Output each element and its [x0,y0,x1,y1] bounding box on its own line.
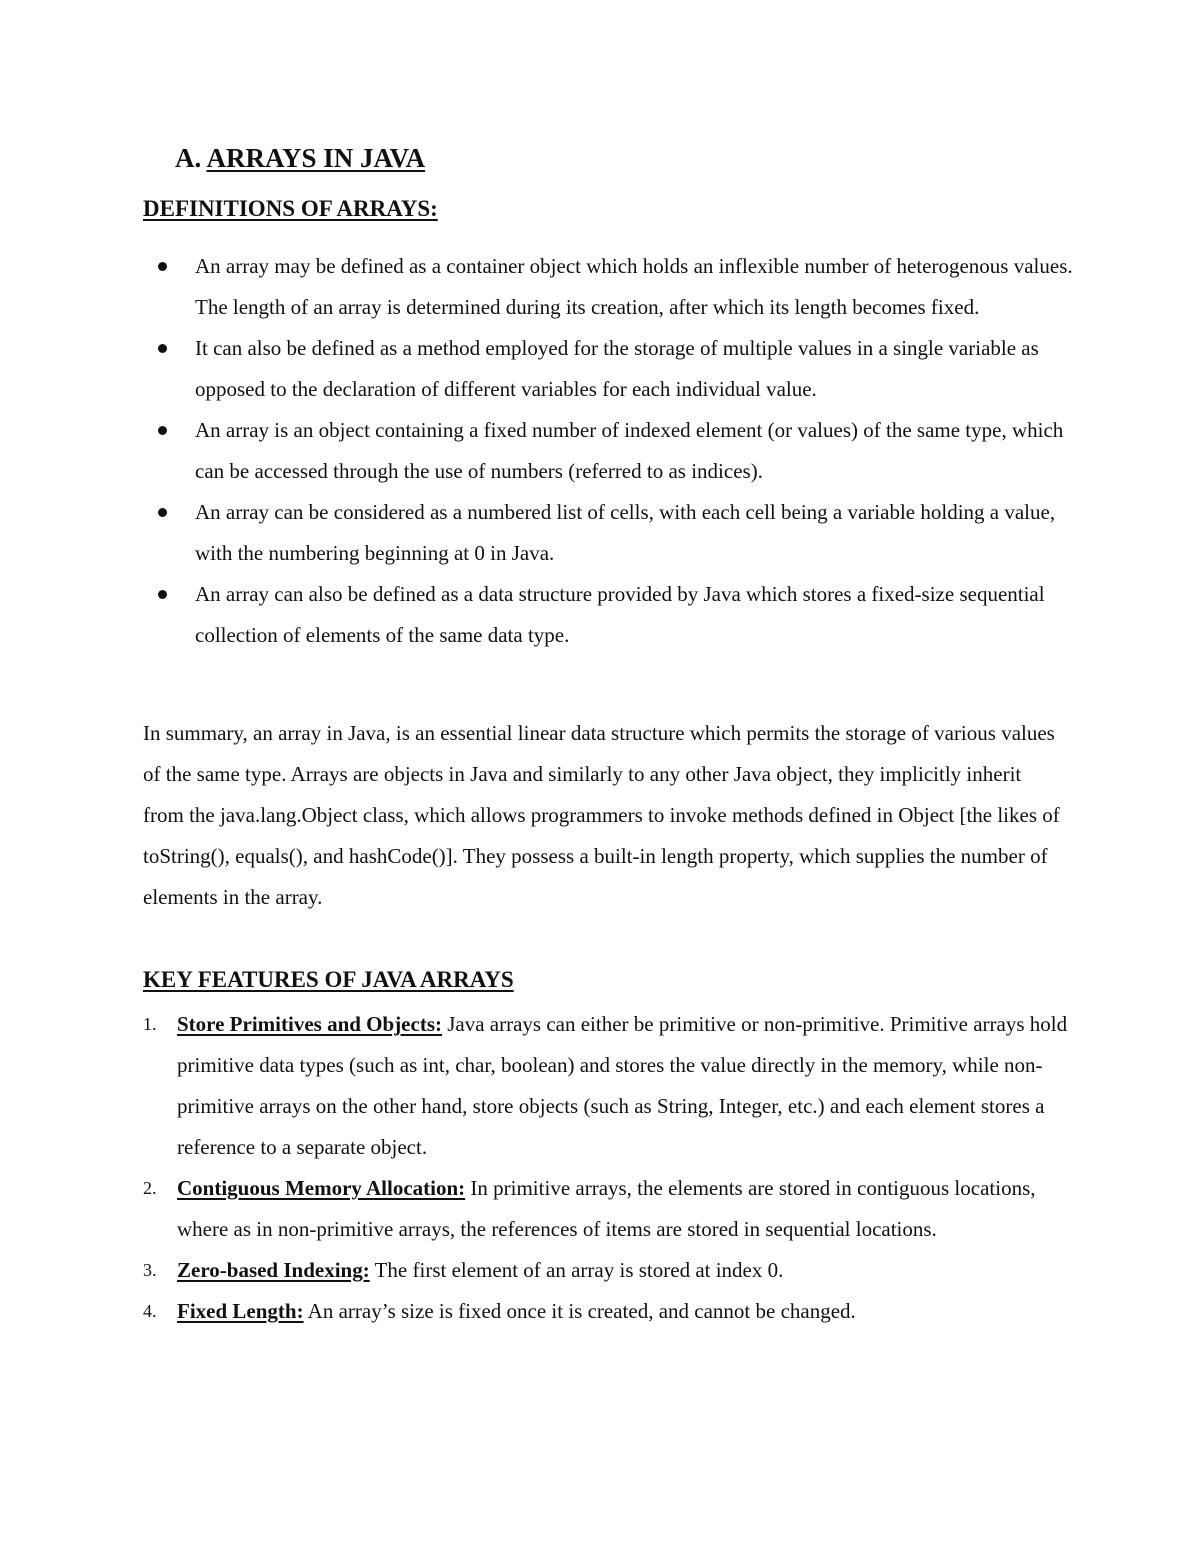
definition-text: An array is an object containing a fixed number of indexed element (or values) of the same type, which can be accessed through the use of numbers (referred to as indices). [195,418,1064,483]
feature-number: 3. [143,1260,157,1280]
definition-text: It can also be defined as a method employed for the storage of multiple values in a single variable as opposed to the declaration of different variables for each individual value. [195,336,1039,401]
definition-item [195,410,1075,492]
definition-text: An array can be considered as a numbered list of cells, with each cell being a variable holding a value, with the numbering beginning at 0 in Java. [195,500,1056,565]
page-title [175,140,425,176]
feature-text: In primitive arrays, the elements are stored in contiguous locations, where as in non-primitive arrays, the references of items are stored in sequential locations. [177,1176,1036,1241]
feature-number: 4. [143,1301,157,1321]
feature-item [143,1168,1077,1250]
feature-number: 1. [143,1014,157,1034]
feature-item [143,1291,1077,1332]
feature-name: Zero-based Indexing: [177,1258,370,1282]
feature-name: Fixed Length: [177,1299,304,1323]
bullet-icon [158,262,167,271]
feature-text: Java arrays can either be primitive or non-primitive. Primitive arrays hold primitive data types (such as int, char, boolean) and stores the value directly in the memory, while non-primitive arrays on the other hand, store objects (such as String, Integer, etc.) and each element stores a reference to a separate object. [177,1012,1068,1159]
bullet-icon [158,426,167,435]
feature-text: The first element of an array is stored at index 0. [369,1258,784,1282]
feature-text: An array’s size is fixed once it is created, and cannot be changed. [303,1299,856,1323]
summary-paragraph: In summary, an array in Java, is an essential linear data structure which permits the storage of various values of the same type. Arrays are objects in Java and similarly to any other Java object, they implicitly inherit from the java.lang.Object class, which allows programmers to invoke methods defined in Object [the likes of toString(), equals(), and hashCode()]. They possess a built-in length property, which supplies the number of elements in the array. [143,721,1060,909]
feature-item [143,1004,1077,1168]
bullet-icon [158,590,167,599]
definitions-heading: DEFINITIONS OF ARRAYS: [143,196,438,221]
definition-item [195,574,1075,656]
bullet-icon [158,344,167,353]
title-main: ARRAYS IN JAVA [206,143,426,173]
feature-name: Store Primitives and Objects: [177,1012,442,1036]
bullet-icon [158,508,167,517]
definition-text: An array can also be defined as a data structure provided by Java which stores a fixed-size sequential collection of elements of the same data type. [195,582,1045,647]
definition-item [195,328,1075,410]
definitions-list [195,246,1075,656]
definition-item [195,492,1075,574]
definition-item [195,246,1075,328]
definition-text: An array may be defined as a container object which holds an inflexible number of heterogenous values. The length of an array is determined during its creation, after which its length becomes fixed. [195,254,1073,319]
features-heading: KEY FEATURES OF JAVA ARRAYS [143,967,514,992]
features-list [143,1004,1077,1332]
feature-item [143,1250,1077,1291]
feature-name: Contiguous Memory Allocation: [177,1176,466,1200]
title-prefix: A. [175,143,207,173]
feature-number: 2. [143,1178,157,1198]
